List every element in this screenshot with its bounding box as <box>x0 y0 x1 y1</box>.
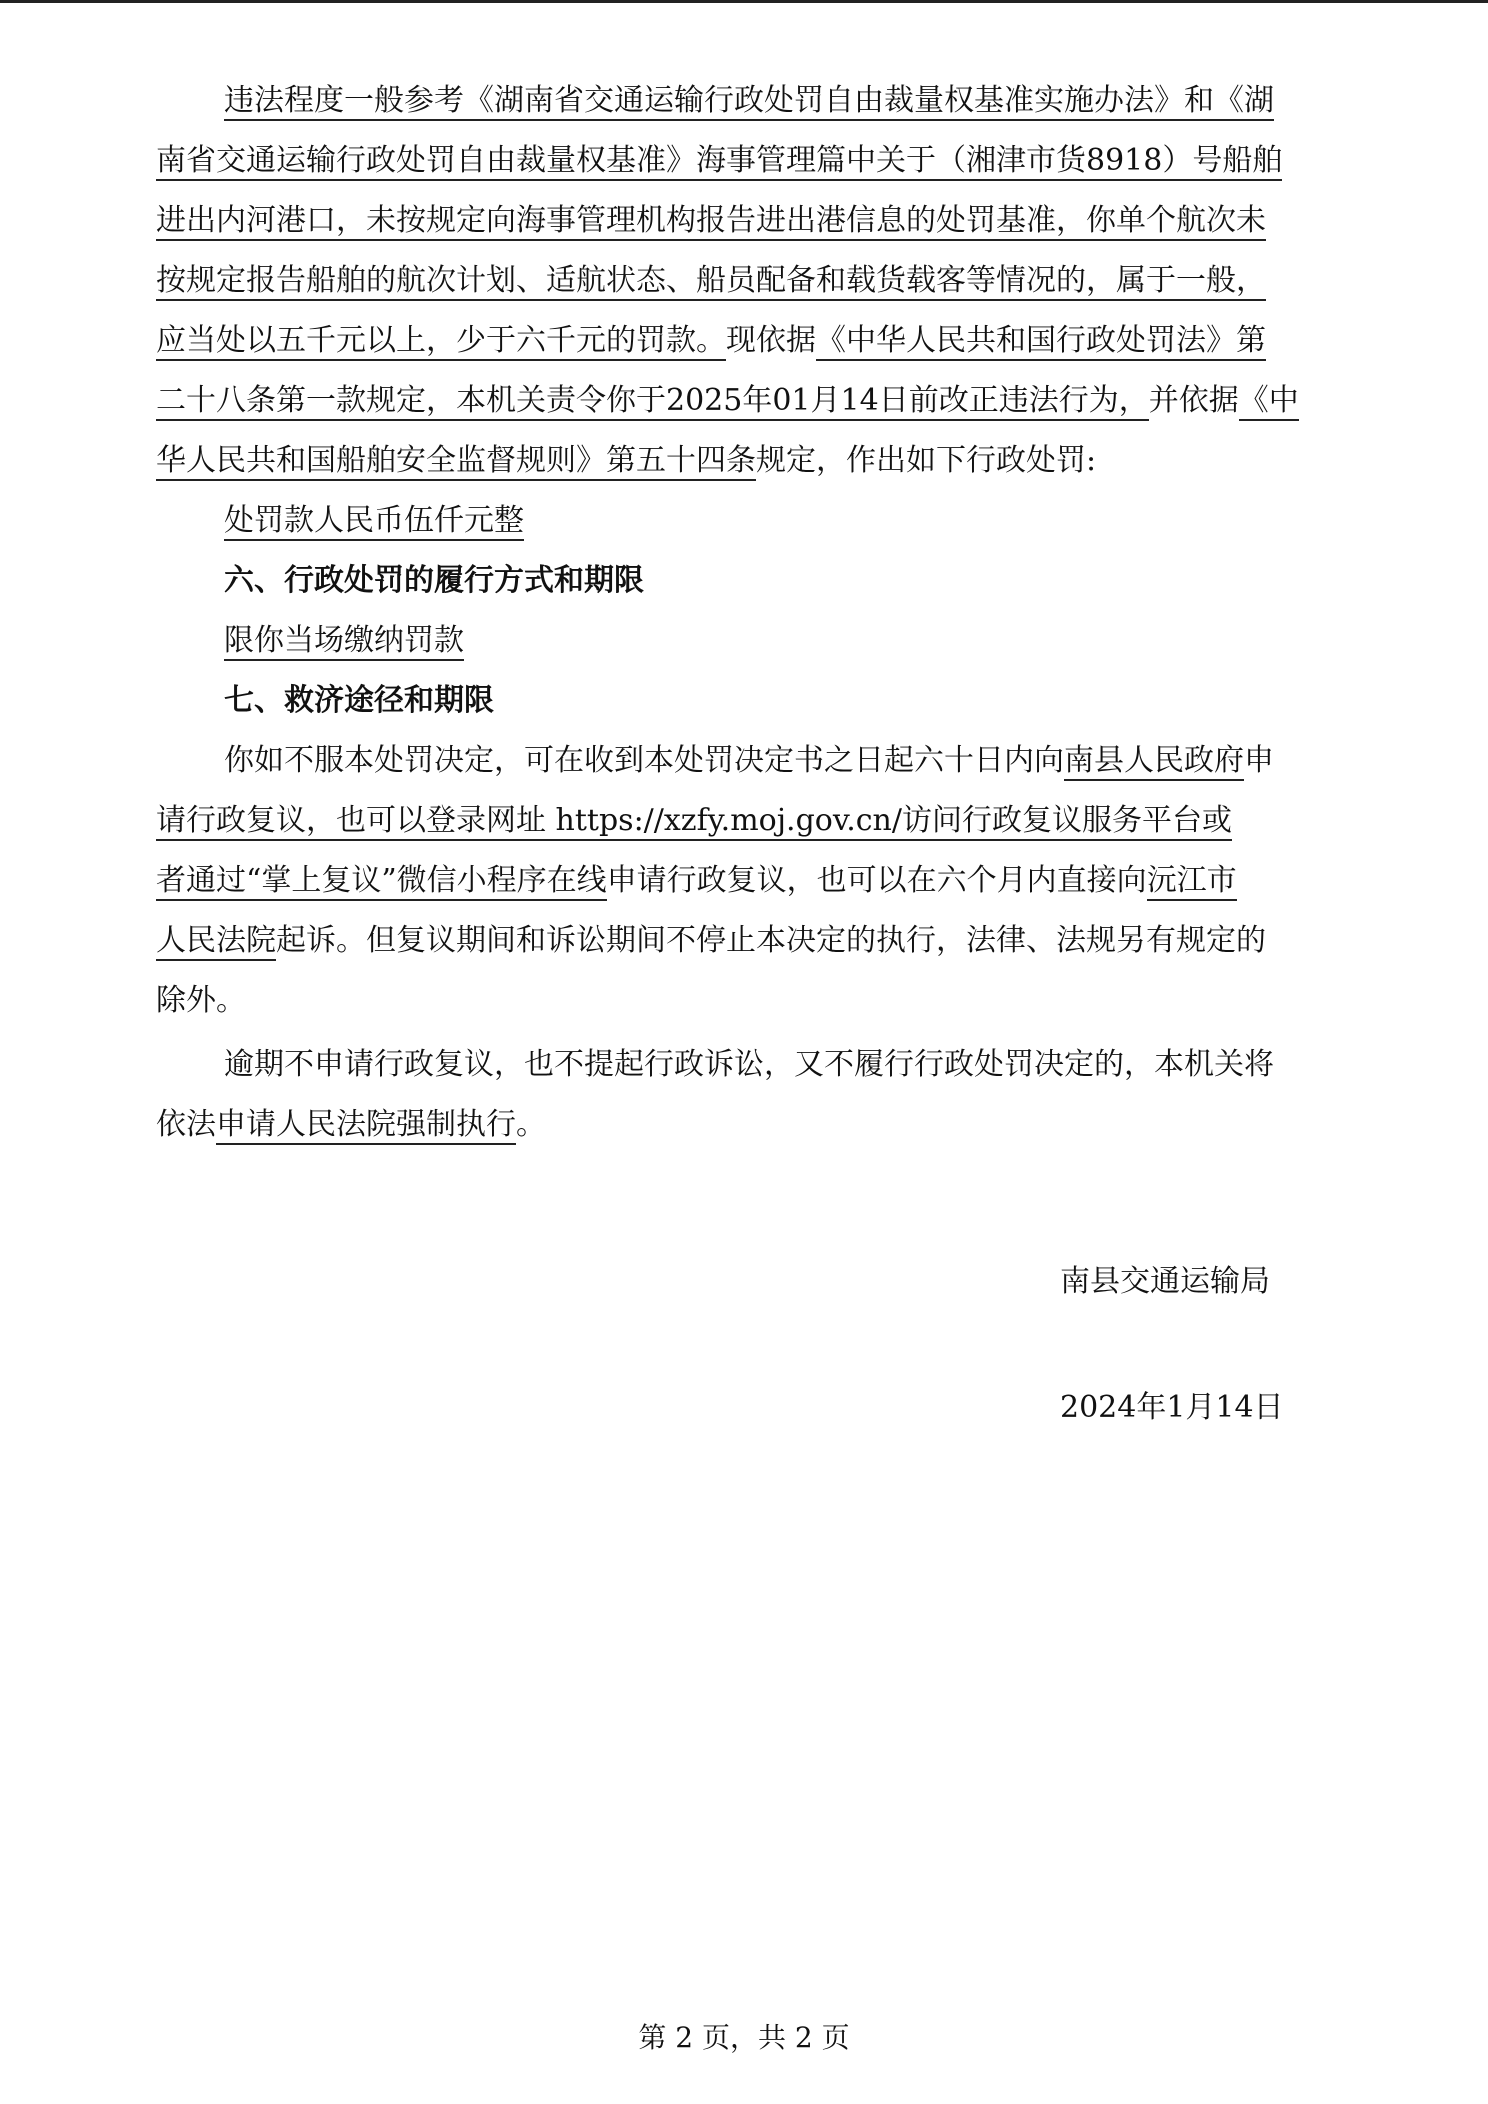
body-line <box>156 382 1406 420</box>
text-segment: 并依据 <box>1148 383 1239 418</box>
body-line <box>156 262 1406 300</box>
signature-date: 2024年1月14日 <box>1060 1390 1284 1425</box>
underlined-text: 限你当场缴纳罚款 <box>224 623 464 661</box>
text-segment: 申请行政复议，也可以在六个月内直接向 <box>606 863 1147 898</box>
text-segment: 依法 <box>156 1107 216 1142</box>
underlined-text: 华人民共和国船舶安全监督规则》第五十四条 <box>156 443 756 481</box>
page-footer: 第 2 页，共 2 页 <box>638 2021 850 2054</box>
underlined-text: 应当处以五千元以上，少于六千元的罚款。 <box>156 323 726 361</box>
body-line <box>156 802 1406 840</box>
body-line <box>156 502 1474 540</box>
body-line <box>156 862 1406 900</box>
section-heading <box>156 562 1474 600</box>
underlined-text: 处罚款人民币伍仟元整 <box>224 503 524 541</box>
body-line <box>156 1046 1474 1084</box>
underlined-text: 请行政复议，也可以登录网址 https://xzfy.moj.gov.cn/访问行政复议服务平台或 <box>156 803 1232 841</box>
text-segment: 起诉。但复议期间和诉讼期间不停止本决定的执行，法律、法规另有规定的 <box>276 923 1266 958</box>
body-line <box>156 982 1406 1020</box>
body-line <box>156 202 1406 240</box>
body-line <box>156 322 1406 360</box>
underlined-text: 《中华人民共和国行政处罚法》第 <box>816 323 1266 361</box>
underlined-text: 《中 <box>1239 383 1299 421</box>
top-border <box>0 0 1488 3</box>
underlined-text: 按规定报告船舶的航次计划、适航状态、船员配备和载货载客等情况的，属于一般， <box>156 263 1266 301</box>
underlined-text: 人民法院 <box>156 923 276 961</box>
underlined-text: 沅江市 <box>1147 863 1237 901</box>
underlined-text: 申请人民法院强制执行 <box>216 1107 516 1145</box>
underlined-text: 二十八条第一款规定，本机关责令你于2025年01月14日前改正违法行为， <box>156 383 1149 421</box>
body-line <box>156 922 1406 960</box>
body-line <box>156 742 1474 780</box>
underlined-text: 者通过“掌上复议”微信小程序在线 <box>156 863 607 901</box>
underlined-text: 进出内河港口，未按规定向海事管理机构报告进出港信息的处罚基准，你单个航次未 <box>156 203 1266 241</box>
text-segment: 申 <box>1244 743 1274 778</box>
text-segment: 六、行政处罚的履行方式和期限 <box>224 563 644 598</box>
body-line <box>156 1106 1406 1144</box>
text-segment: 现依据 <box>726 323 816 358</box>
body-line <box>156 442 1406 480</box>
text-segment: 逾期不申请行政复议，也不提起行政诉讼，又不履行行政处罚决定的，本机关将 <box>224 1047 1274 1082</box>
text-segment: 。 <box>516 1107 546 1142</box>
underlined-text: 南县人民政府 <box>1064 743 1244 781</box>
section-heading <box>156 682 1474 720</box>
underlined-text: 南省交通运输行政处罚自由裁量权基准》海事管理篇中关于（湘津市货8918）号船舶 <box>156 143 1282 181</box>
signature-organization: 南县交通运输局 <box>1060 1264 1270 1299</box>
text-segment: 除外。 <box>156 983 246 1018</box>
underlined-text: 违法程度一般参考《湖南省交通运输行政处罚自由裁量权基准实施办法》和《湖 <box>224 83 1274 121</box>
text-segment: 你如不服本处罚决定，可在收到本处罚决定书之日起六十日内向 <box>224 743 1064 778</box>
body-line <box>156 82 1474 120</box>
text-segment: 七、救济途径和期限 <box>224 683 494 718</box>
body-line <box>156 142 1406 180</box>
text-segment: 规定，作出如下行政处罚: <box>756 443 1097 478</box>
body-line <box>156 622 1474 660</box>
